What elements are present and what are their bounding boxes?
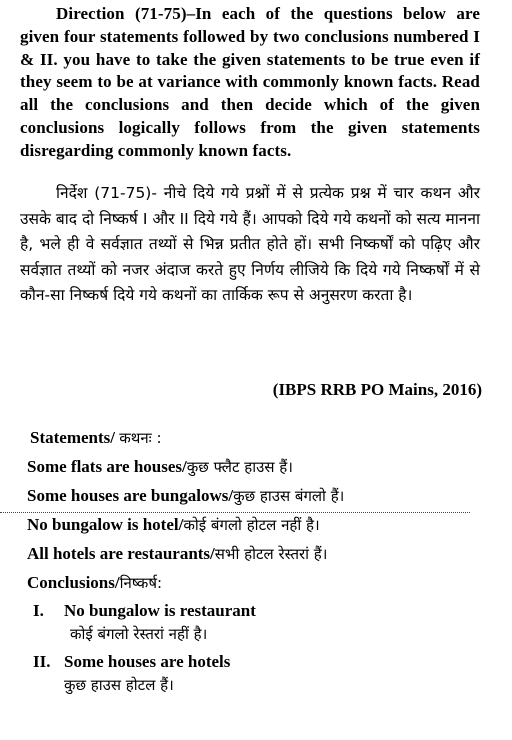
statements-heading-hi: कथनः :	[119, 429, 162, 447]
conclusions-heading	[27, 573, 162, 593]
conclusion-1-en: No bungalow is restaurant	[64, 601, 256, 620]
statement-4	[27, 544, 327, 564]
statement-1	[27, 457, 293, 477]
statement-3-en: No bungalow is hotel/	[27, 515, 184, 534]
statement-2-hi: कुछ हाउस बंगलो हैं।	[233, 487, 345, 505]
statement-4-en: All hotels are restaurants/	[27, 544, 215, 563]
statement-1-hi: कुछ फ्लैट हाउस हैं।	[186, 458, 293, 476]
conclusion-2-en: Some houses are hotels	[64, 652, 231, 671]
statement-3	[27, 515, 320, 535]
conclusion-1-number: I.	[33, 601, 44, 620]
statement-2-en: Some houses are bungalows/	[27, 486, 234, 505]
statements-heading-en: Statements/	[30, 428, 115, 447]
conclusion-1-hi: कोई बंगलो रेस्तरां नहीं है।	[70, 625, 208, 643]
direction-hindi: निर्देश (71-75)- नीचे दिये गये प्रश्नों में से प्रत्येक प्रश्न में चार कथन और उसके बाद दो निष्कर्ष I और II दिये गये हैं। आपको दिये गये कथनों को सत्य मानना है, भले ही वे सर्वज्ञात तथ्यों से भिन्न प्रतीत होते हों। सभी निष्कर्षों को पढ़िए और सर्वज्ञात तथ्यों को नजर अंदाज करते हुए निर्णय लीजिये कि दिये गये निष्कर्षों में से कौन-सा निष्कर्ष दिये गये कथनों का तार्किक रूप से अनुसरण करता है।	[20, 184, 480, 305]
conclusion-2-hi: कुछ हाउस होटल हैं।	[64, 676, 174, 694]
exam-source: (IBPS RRB PO Mains, 2016)	[272, 380, 482, 399]
conclusion-2-number: II.	[33, 652, 51, 671]
conclusions-heading-hi: निष्कर्ष:	[119, 574, 163, 592]
conclusions-heading-en: Conclusions/	[27, 573, 120, 592]
statement-2	[27, 486, 344, 506]
statement-3-hi: कोई बंगलो होटल नहीं है।	[183, 516, 320, 534]
statement-4-hi: सभी होटल रेस्तरां हैं।	[214, 545, 328, 563]
direction-english: Direction (71-75)–In each of the questions below are given four statements followed by two conclusions numbered I & II. you have to take the given statements to be true even if they seem to be at variance with commonly known facts. Read all the conclusions and then decide which of the given conclusions logically follows from the given statements disregarding commonly known facts.	[20, 4, 480, 160]
statement-1-en: Some flats are houses/	[27, 457, 187, 476]
statements-heading	[30, 428, 162, 448]
dotted-divider	[0, 512, 470, 513]
